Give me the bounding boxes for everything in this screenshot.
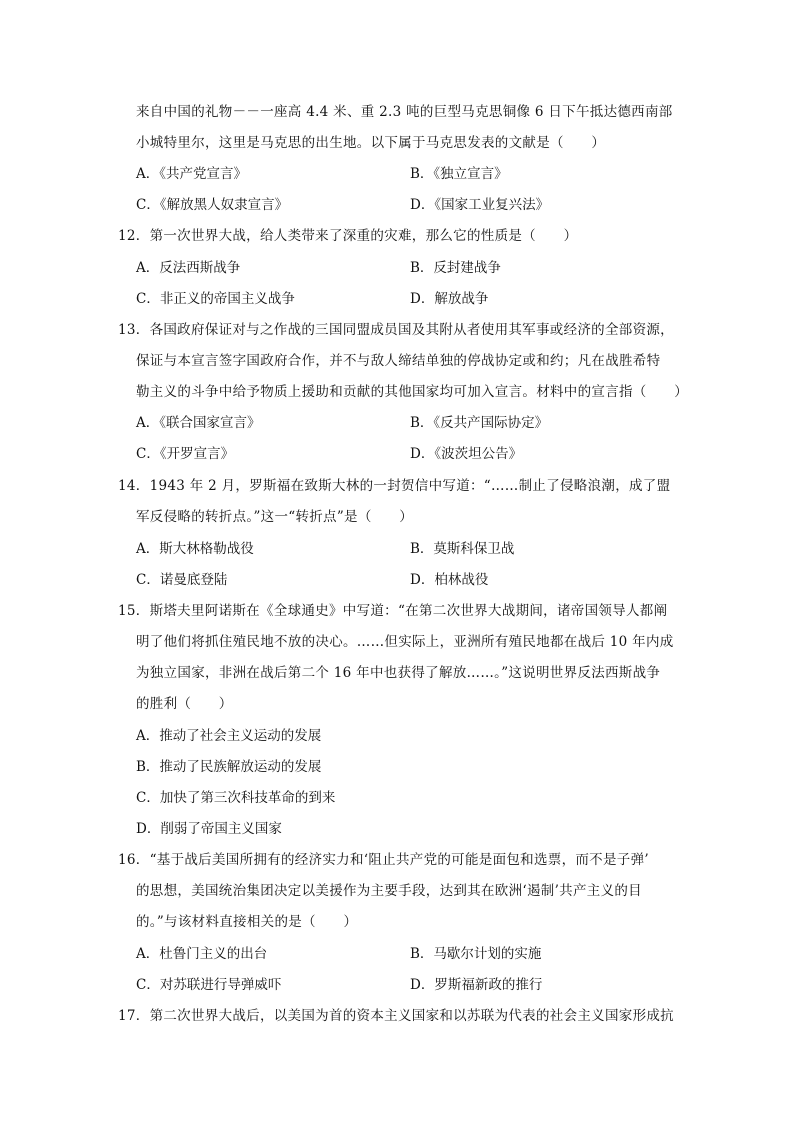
question-15-stem-line-3: 为独立国家，非洲在战后第二个 16 年中也获得了解放……。”这说明世界反法西斯战争 <box>136 665 661 681</box>
question-15-option-c: C．加快了第三次科技革命的到来 <box>136 790 336 806</box>
question-16-stem-line-1: 16．“基于战后美国所拥有的经济实力和‘阻止共产党的可能是面包和选票，而不是子弹’ <box>118 852 649 868</box>
question-16-stem-line-3: 的。”与该材料直接相关的是（ ） <box>136 914 358 930</box>
question-15-option-b: B．推动了民族解放运动的发展 <box>136 759 322 775</box>
question-12-option-b: B．反封建战争 <box>410 260 501 276</box>
question-13-stem-line-3: 勒主义的斗争中给予物质上援助和贡献的其他国家均可加入宣言。材料中的宣言指（ ） <box>136 384 688 400</box>
question-14-option-c: C．诺曼底登陆 <box>136 572 228 588</box>
question-15-stem-line-2: 明了他们将抓住殖民地不放的决心。……但实际上，亚洲所有殖民地都在战后 10 年内成 <box>136 634 674 650</box>
question-15-stem-line-4: 的胜利（ ） <box>136 696 233 712</box>
question-14-stem-line-2: 军反侵略的转折点。”这一“转折点”是（ ） <box>136 509 414 525</box>
question-11-stem-line-2: 小城特里尔，这里是马克思的出生地。以下属于马克思发表的文献是（ ） <box>136 135 606 151</box>
question-15-stem-line-1: 15．斯塔夫里阿诺斯在《全球通史》中写道：“在第二次世界大战期间，诸帝国领导人都阐 <box>118 603 668 619</box>
question-14-option-b: B．莫斯科保卫战 <box>410 541 515 557</box>
question-12-option-c: C．非正义的帝国主义战争 <box>136 291 295 307</box>
question-11-stem-line-1: 来自中国的礼物－－一座高 4.4 米、重 2.3 吨的巨型马克思铜像 6 日下午抵达德西南部 <box>136 104 673 120</box>
question-16-option-c: C．对苏联进行导弹威吓 <box>136 977 282 993</box>
question-11-option-c: C．《解放黑人奴隶宣言》 <box>136 197 289 213</box>
question-16-option-d: D．罗斯福新政的推行 <box>410 977 543 993</box>
question-16-stem-line-2: 的思想，美国统治集团决定以美援作为主要手段，达到其在欧洲‘遏制’共产主义的目 <box>136 883 642 899</box>
question-13-option-d: D．《波茨坦公告》 <box>410 446 523 462</box>
question-14-option-d: D．柏林战役 <box>410 572 489 588</box>
question-14-stem-line-1: 14．1943 年 2 月，罗斯福在致斯大林的一封贺信中写道：“……制止了侵略浪潮，成了盟 <box>118 478 671 494</box>
question-11-option-d: D．《国家工业复兴法》 <box>410 197 550 213</box>
question-12-option-d: D．解放战争 <box>410 291 489 307</box>
question-12-option-a: A．反法西斯战争 <box>136 260 241 276</box>
question-13-stem-line-2: 保证与本宣言签字国政府合作，并不与敌人缔结单独的停战协定或和约；凡在战胜希特 <box>136 353 661 369</box>
question-13-option-b: B．《反共产国际协定》 <box>410 415 549 431</box>
question-13-option-a: A．《联合国家宣言》 <box>136 415 261 431</box>
question-11-option-b: B．《独立宣言》 <box>410 166 508 182</box>
question-16-option-a: A．杜鲁门主义的出台 <box>136 946 268 962</box>
question-13-option-c: C．《开罗宣言》 <box>136 446 235 462</box>
question-15-option-a: A．推动了社会主义运动的发展 <box>136 728 322 744</box>
question-14-option-a: A．斯大林格勒战役 <box>136 541 254 557</box>
question-11-option-a: A．《共产党宣言》 <box>136 166 247 182</box>
question-17-stem-line-1: 17．第二次世界大战后，以美国为首的资本主义国家和以苏联为代表的社会主义国家形成抗 <box>118 1008 674 1024</box>
question-16-option-b: B．马歇尔计划的实施 <box>410 946 542 962</box>
question-12-stem-line-1: 12．第一次世界大战，给人类带来了深重的灾难，那么它的性质是（ ） <box>118 228 578 244</box>
question-15-option-d: D．削弱了帝国主义国家 <box>136 821 282 837</box>
question-13-stem-line-1: 13．各国政府保证对与之作战的三国同盟成员国及其附从者使用其军事或经济的全部资源， <box>118 322 674 338</box>
